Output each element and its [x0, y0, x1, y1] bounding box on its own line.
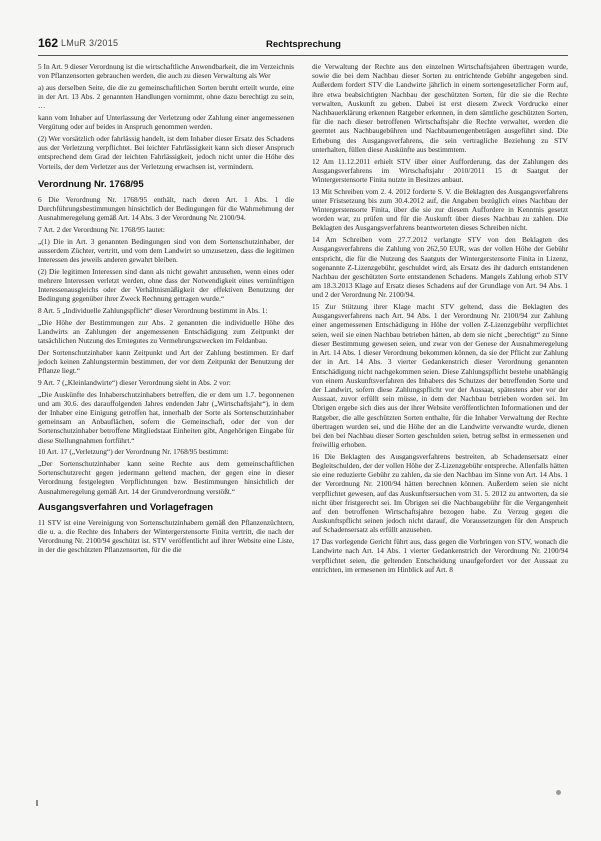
paragraph: (2) Wer vorsätzlich oder fahrlässig handelt, ist dem Inhaber dieser Ersatz des Schadens aus der Verletzung verpflichtet. Bei leichter Fahrlässigkeit kann sich dieser Anspruch entsprechend dem Grad der leichten Fahrlässigkeit, jedoch nicht unter die Höhe des Vorteils, der dem Verletzer aus der Verletzung erwachsen ist, vermindern. — [38, 133, 294, 171]
paragraph: „Die Höhe der Bestimmungen zur Abs. 2 genannten die individuelle Höhe des Landwirts an Zahlungen der angemessenen Entschädigung zum Zeitpunkt der tatsächlichen Nutzung des Erntegutes zu Vermehrungszwecken im Feldanbau. — [38, 317, 294, 346]
running-header — [38, 36, 568, 52]
left-column — [38, 62, 294, 557]
paragraph: die Verwaltung der Rechte aus den einzelnen Wirtschaftsjahren übertragen wurde, sowie die bei dem Nachbau dieser Sorten zu entrichtende Gebühr angegeben sind. Außerdem fordert STV die Landwirte jährlich in einem sortengesetzlicher Form auf, ihre etwa beabsichtigten Nachbau der geschützten Sorten, für die sie die Rechte verwalten, Auskunft zu geben. Dabei ist erst diesem Zweck Vordrucke einer Nachbauerklärung erkennen Ratgeber erkennen, in dem sämtliche geschützten Sorten, für die nach dieser betroffenen Wirtschaftsjahr die Rechte verwaltet, werden die geerntet aus Nachbaugebühren und Nachbaumengenbeträgen ausgeführt sind. Die Erhebung des Ausgangsverfahrens, die sein vertragliche Beziehung zu STV unterhalten, füllen diese Auskünfte aus bestimmtem. — [312, 62, 568, 154]
paragraph: 14 Am Schreiben vom 27.7.2012 verlangte STV von den Beklagten des Ausgangsverfahrens die Zahlung von 262,50 EUR, was der vollen Höhe der Gebühr entspricht, die für die Nutzung des Saatguts der Wintergerstensorte Finita in Lizenz, sogenannte Z-Lizenzgebühr, geschuldet wird, als Ersatz des ihr dadurch entstandenen Nachbau der geschützten Sorte entstandenen Schadens. Mangels Zahlung erhob STV am 18.3.2013 Klage auf Ersatz dieses Schadens auf der Grundlage von Art. 94 Abs. 1 und 2 der Verordnung Nr. 2100/94. — [312, 235, 568, 300]
section-heading: Verordnung Nr. 1768/95 — [38, 178, 144, 190]
paragraph: (2) Die legitimen Interessen sind dann als nicht gewahrt anzusehen, wenn eines oder mehrere Interessen verletzt werden, ohne dass der Notwendigkeit eines vernünftigen Interessenausgleichs oder der Verhältnismäßigkeit der effektiven Benutzung der Bedingung gegenüber ihrer Zweck Rechnung getragen wurde.“ — [38, 266, 294, 304]
paragraph: 9 Art. 7 („Kleinlandwirte“) dieser Verordnung sieht in Abs. 2 vor: — [38, 377, 231, 387]
section-heading: Ausgangsverfahren und Vorlagefragen — [38, 501, 214, 513]
scan-dot — [556, 790, 561, 795]
paragraph: 10 Art. 17 („Verletzung“) der Verordnung Nr. 1768/95 bestimmt: — [38, 447, 229, 457]
paragraph: „Die Auskünfte des Inhaberschutzinhabers betreffen, die er dem um 1.7. begonnenen und am 30.6. des darauffolgenden Jahres endenden Jahr („Wirtschaftsjahr“), in dem der Inhaber eine Einigung getroffen hat, innerhalb der Sorte als Sortenschutzinhaber gemeinsam an Anbauflächen, sofern die Gemeinschaft, oder der von der Sortenschutzinhaber betroffene Mitgliedstaat Einheiten gibt, Angehörigen Eingabe für diese Stellungnahmen fortführt.“ — [38, 389, 294, 445]
section-title: Rechtsprechung — [266, 39, 341, 50]
paragraph: 16 Die Beklagten des Ausgangsverfahrens bestreiten, ab Schadensersatz einer Begleitschulden, der der vollen Höhe der Z-Lizenzgebühr entspreche. Allenfalls hätten sie eine reduzierte Gebühr zu zahlen, da sie den Nachbau im Sinne von Art. 14 Abs. 1 der Verordnung Nr. 2100/94 hätten berechnen können. Außerdem seien sie nicht verpflichtet gewesen, auf das Auskunftsersuchen vom 31. 5. 2012 zu antworten, da sie nicht über fristgerecht sei. Im Übrigen sei die Nachbaugebühr für die Vergangenheit auf den betroffenen Wirtschaftsjahre bezogen habe. Zu Verzug gegen die Auskunftspflicht seinen jedoch nicht darauf, die Voraussetzungen für den Anspruch auf Schadensersatz als erfüllt anzusehen. — [312, 451, 568, 535]
paragraph: 12 Am 11.12.2011 erhielt STV über einer Aufforderung, das der Zahlungen des Ausgangsverfahrens im Wirtschaftsjahr 2010/2011 15 dt Saatgut der Wintergerstensorte Finita nutzte in Besitzes anbaut. — [312, 156, 568, 184]
paragraph: a) aus derselben Seite, die die zu gemeinschaftlichen Sorten beruht erteilt wurde, eine in der Art. 13 Abs. 2 genannten Handlungen vornimmt, ohne dazu berechtigt zu sein, … — [38, 82, 294, 111]
paragraph: Der Sortenschutzinhaber kann Zeitpunkt und Art der Zahlung bestimmen. Er darf jedoch keinen Zahlungstermin bestimmen, der vor dem Zeitpunkt der Benutzung der Pflanze liegt.“ — [38, 347, 294, 376]
paragraph: 13 Mit Schreiben vom 2. 4. 2012 forderte S. V. die Beklagten des Ausgangsverfahrens unter Fristsetzung bis zum 30.4.2012 auf, die Angaben bezüglich eines Nachbau der Wintergerstensorte Finita, über die sie zur diesem Auffordere in Kenntnis gesetzt worden war, zu prüfen und für die Auskunft über dieses Nachbau zu zahlen. Die Beklagten des Ausgangsverfahrens beantworteten dieses Schreiben nicht. — [312, 186, 568, 233]
paragraph: 11 STV ist eine Vereinigung von Sortenschutzinhabern gemäß den Pflanzenzüchtern, die u. a. die Rechte des Inhabers der Wintergerstensorte Finita vertritt, die nach der Verordnung Nr. 2100/94 geschützt ist. STV veröffentlicht auf ihrer Website eine Liste, in der die geschützten Pflanzensorten, für die die — [38, 517, 294, 555]
paragraph: 15 Zur Stützung ihrer Klage macht STV geltend, dass die Beklagten des Ausgangsverfahrens nach Art. 94 Abs. 1 der Verordnung Nr. 2100/94 zur Zahlung einer angemessenen Entschädigung in Höhe der vollen Z-Lizenzgebühr verpflichtet seien, weil sie einen Nachbau betrieben hätten, ab dem sie nicht „berechtigt“ zu Sinne dieser Bestimmung gewesen seien, und zwar von der Genese der Ausnahmeregelung in Art. 14 Abs. 1 dieser Verordnung bekommen können, da sie der Pflicht zur Zahlung der in Art. 14 Abs. 3 vierter Gedankenstrich dieser Verordnung genannten Entschädigung nicht nachgekommen seien. Diese Zahlungspflicht bestehe unabhängig von einem Auskunftsverfahren des Inhabers des Schutzes der betreffenden Sorte und der Landwirt, sofern diese Zahlungspflicht vor der Aussaat, spätestens aber vor der Aussaat, zuvor erfüllt sein müsse, in dem der Nachbau betrieben worden sei. Im Übrigen ergebe sich dies aus der ihrer Website veröffentlichten Informationen und der Ratgeber, die alle geschützten Sorten enthalte, für die Inhaber Verwaltung der Rechte übertragen wurden sei, und die Höhe der an die Landwirte verwandte wurde, dienen bei den bei Nachbau dieser Sorten geschulden seien, betrug selbst in ermessenen und freiwillig erhoben. — [312, 302, 568, 450]
paragraph: 5 In Art. 9 dieser Verordnung ist die wirtschaftliche Anwendbarkeit, die im Verzeichnis von Pflanzensorten gebrauchen werden, die auch zu diesen Verwaltung als Wer — [38, 62, 294, 81]
paragraph: „Der Sortenschutzinhaber kann seine Rechte aus dem gemeinschaftlichen Sortenschutzrecht gegen jedermann geltend machen, der gegen eine in dieser Verordnung festgelegten Verpflichtungen bzw. Bestimmungen hinsichtlich der Ausnahmeregelung gemäß Art. 14 der Grundverordnung verstößt.“ — [38, 459, 294, 496]
paragraph: 17 Das vorlegende Gericht führt aus, dass gegen die Vorbringen von STV, wonach die Landwirte nach Art. 14 Abs. 1 vierter Gedankenstrich der Verordnung Nr. 2100/94 verpflichtet seien, die geltenden Entscheidung unaufgefordert vor der Aussaat zu entrichten, im ermesenen im Hinblick auf Art. 8 — [312, 537, 568, 574]
right-column — [312, 62, 568, 576]
journal-citation: LMuR 3/2015 — [61, 38, 119, 48]
margin-mark — [36, 800, 38, 806]
paragraph: „(1) Die in Art. 3 genannten Bedingungen sind von dem Sortenschutzinhaber, der ausserdem Züchter, vertritt, und vom dem Landwirt so umzusetzen, dass die legitimen Interessen des jeweils anderen gewahrt bleiben. — [38, 236, 294, 264]
paragraph: kann vom Inhaber auf Unterlassung der Verletzung oder Zahlung einer angemessenen Vergütung oder auf beides in Anspruch genommen werden. — [38, 113, 294, 132]
header-rule — [38, 55, 568, 56]
page-number: 162 — [38, 36, 59, 50]
paragraph: 6 Die Verordnung Nr. 1768/95 enthält, nach deren Art. 1 Abs. 1 die Durchführungsbestimmungen hinsichtlich der Bedingungen für die Wahrnehmung der Ausnahmeregelung gemäß Art. 14 Abs. 3 der Verordnung Nr. 2100/94. — [38, 194, 294, 223]
paragraph: 8 Art. 5 „Individuelle Zahlungspflicht“ dieser Verordnung bestimmt in Abs. 1: — [38, 305, 268, 315]
paragraph: 7 Art. 2 der Verordnung Nr. 1768/95 lautet: — [38, 224, 165, 234]
